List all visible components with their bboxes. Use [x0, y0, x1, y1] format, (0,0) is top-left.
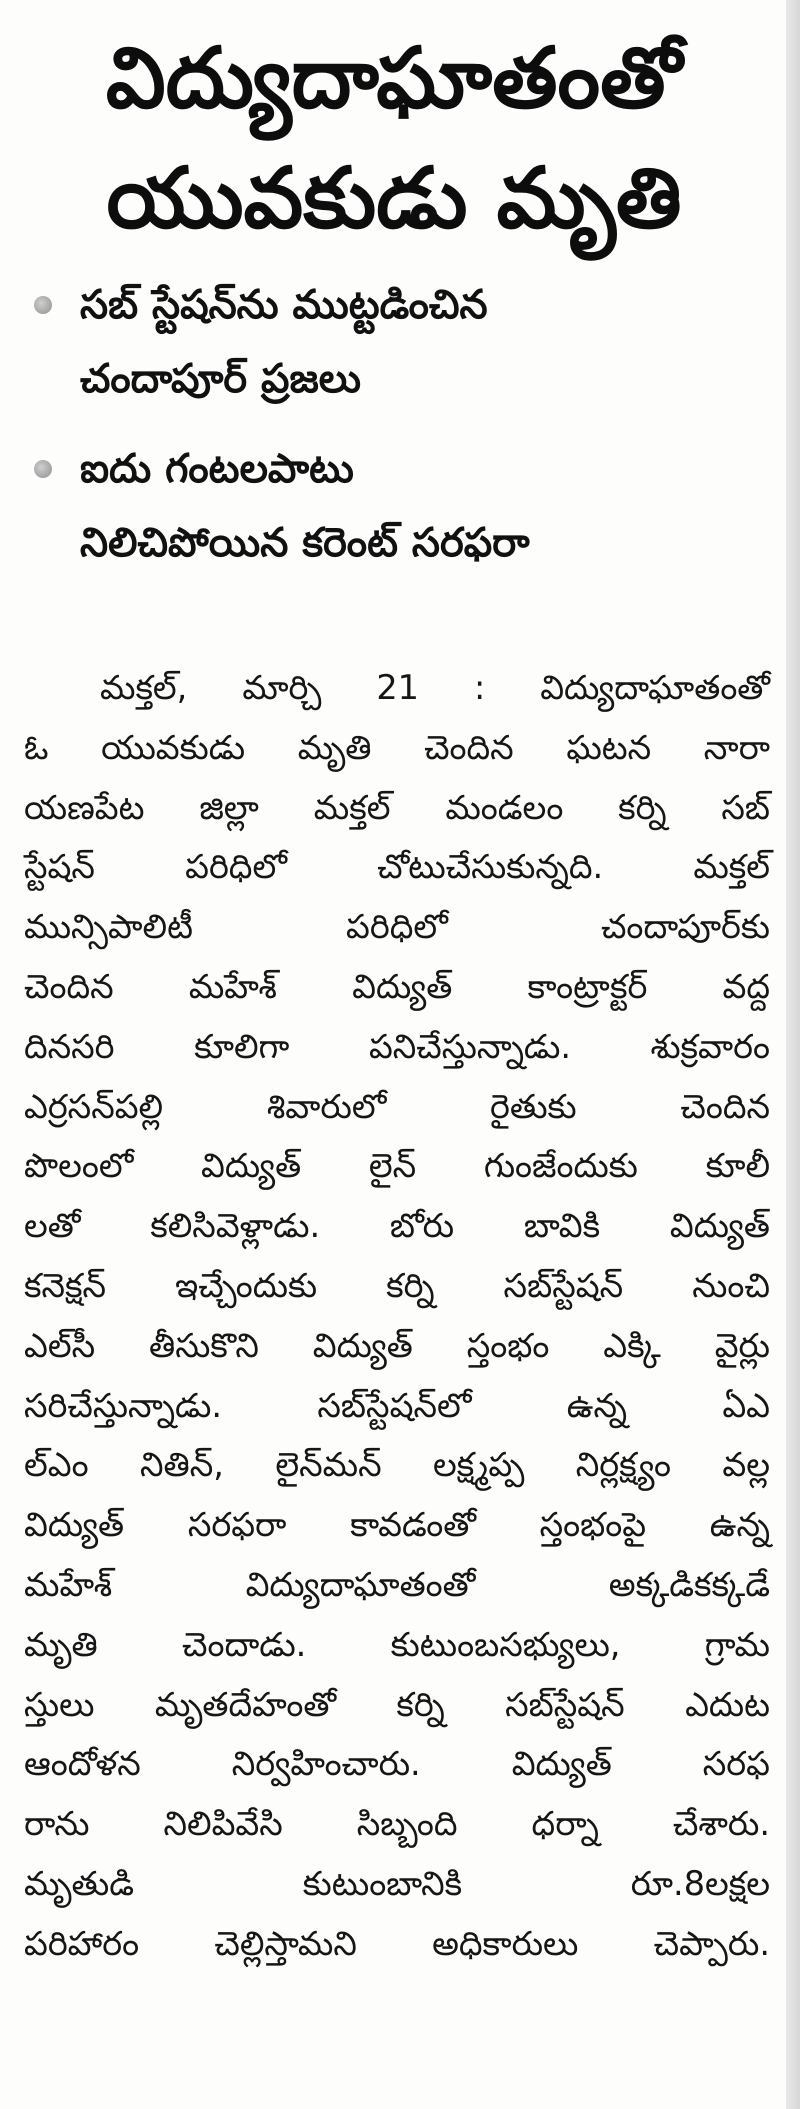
body-line: యణపేట జిల్లా మక్తల్‌ మండలం కర్ని సబ్‌: [24, 787, 770, 827]
body-line: మృతి చెందాడు. కుటుంబసభ్యులు, గ్రామ: [24, 1624, 770, 1664]
body-line: పరిహారం చెల్లిస్తామని అధికారులు చెప్పారు.: [24, 1923, 770, 1963]
body-line: మున్సిపాలిటీ పరిధిలో చందాపూర్‌కు: [24, 907, 770, 947]
subheading-bullet: [28, 268, 768, 416]
bullet-dot-icon: [34, 460, 52, 478]
subheading-text: [80, 268, 768, 416]
body-line: కనెక్షన్‌ ఇచ్చేందుకు కర్ని సబ్‌స్టేషన్‌ నుంచి: [24, 1265, 770, 1305]
column-edge-shadow: [786, 0, 800, 2109]
subheading-bullet: [28, 432, 768, 580]
subheading-text: [80, 432, 768, 580]
subheading-line: నిలిచిపోయిన కరెంట్‌ సరఫరా: [80, 520, 530, 566]
headline-line: యువకుడు మృతి: [106, 149, 682, 247]
body-line: ఎర్రసన్‌పల్లి శివారులో రైతుకు చెందిన: [24, 1086, 770, 1126]
body-line: ఓ యువకుడు మృతి చెందిన ఘటన నారా: [24, 727, 770, 767]
bullet-dot-icon: [34, 296, 52, 314]
article-body: [24, 658, 770, 1974]
body-line: ఆందోళన నిర్వహించారు. విద్యుత్‌ సరఫ: [24, 1744, 770, 1784]
body-line: విద్యుత్‌ సరఫరా కావడంతో స్తంభంపై ఉన్న: [24, 1505, 770, 1545]
headline: [24, 18, 764, 258]
body-line: మహేశ్‌ విద్యుదాఘాతంతో అక్కడికక్కడే: [24, 1564, 770, 1604]
subheading-line: చందాపూర్‌ ప్రజలు: [80, 356, 361, 402]
body-line: చెందిన మహేశ్‌ విద్యుత్‌ కాంట్రాక్టర్‌ వద్ద: [24, 966, 770, 1006]
body-line: దినసరి కూలిగా పనిచేస్తున్నాడు. శుక్రవారం: [24, 1026, 770, 1066]
body-line: స్టేషన్‌ పరిధిలో చోటుచేసుకున్నది. మక్తల్‌: [24, 847, 770, 887]
body-line: ల్‌ఎం నితిన్‌, లైన్‌మన్‌ లక్ష్మప్ప నిర్లక్ష్యం వల్ల: [24, 1445, 770, 1485]
subheading-line: ఐదు గంటలపాటు: [80, 446, 354, 492]
body-line: పొలంలో విద్యుత్‌ లైన్‌ గుంజేందుకు కూలీ: [24, 1146, 770, 1186]
subheading-line: సబ్‌ స్టేషన్‌ను ముట్టడించిన: [80, 282, 488, 328]
body-line: సరిచేస్తున్నాడు. సబ్‌స్టేషన్‌లో ఉన్న ఏఎ: [24, 1385, 770, 1425]
subheading-bullets: [28, 268, 768, 596]
body-line: మృతుడి కుటుంబానికి రూ.8లక్షల: [24, 1863, 770, 1903]
body-line: రాను నిలిపివేసి సిబ్బంది ధర్నా చేశారు.: [24, 1804, 770, 1844]
headline-line: విద్యుదాఘాతంతో: [105, 29, 683, 127]
body-line: ఎల్‌సీ తీసుకొని విద్యుత్‌ స్తంభం ఎక్కి వైర్లు: [24, 1325, 770, 1365]
body-line: స్తులు మృతదేహంతో కర్ని సబ్‌స్టేషన్‌ ఎదుట: [24, 1684, 770, 1724]
body-line: మక్తల్‌, మార్చి 21 : విద్యుదాఘాతంతో: [100, 668, 770, 707]
body-line: లతో కలిసివెళ్లాడు. బోరు బావికి విద్యుత్‌: [24, 1206, 770, 1246]
